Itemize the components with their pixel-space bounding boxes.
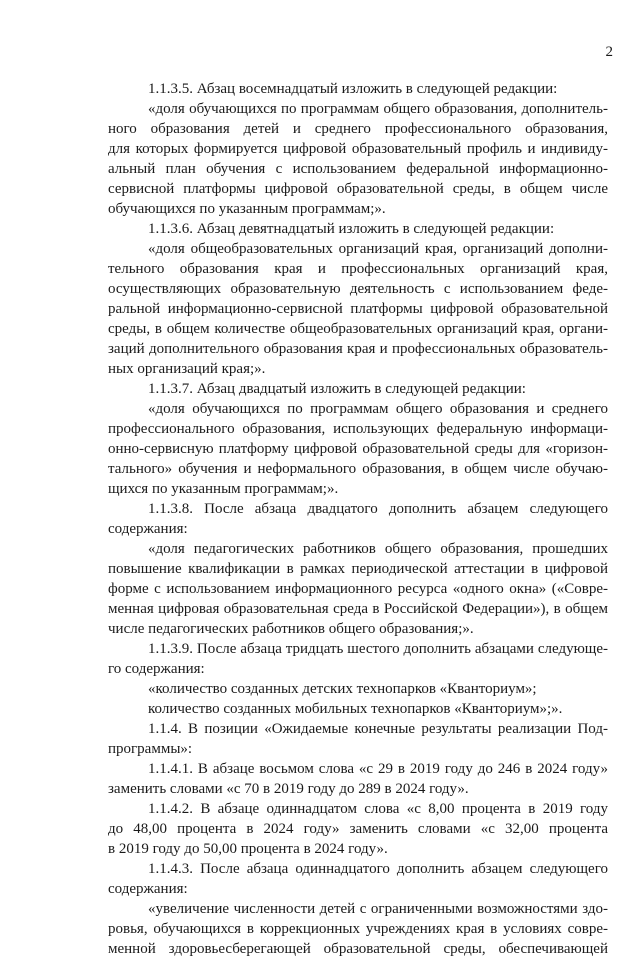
text-line: в 2019 году до 50,00 процента в 2024 году». (108, 841, 388, 857)
text-line: «доля общеобразовательных организаций края, организаций дополни- (148, 241, 608, 257)
text-line: 1.1.3.9. После абзаца тридцать шестого дополнить абзацами следующе- (148, 641, 608, 657)
text-line: 1.1.3.5. Абзац восемнадцатый изложить в следующей редакции: (148, 81, 558, 97)
text-line: «доля обучающихся по программам общего образования, дополнитель- (148, 101, 608, 117)
text-line: ного образования детей и среднего профессионального образования, (108, 121, 608, 137)
text-line: 1.1.3.7. Абзац двадцатый изложить в следующей редакции: (148, 381, 526, 397)
text-line: менная цифровая образовательная среда в Российской Федерации»), в общем (108, 601, 608, 617)
text-line: 1.1.3.8. После абзаца двадцатого дополнить абзацем следующего (148, 501, 608, 517)
text-line: ровья, обучающихся в коррекционных учреждениях края в условиях совре- (108, 921, 608, 937)
text-line: 1.1.4.3. После абзаца одиннадцатого дополнить абзацем следующего (148, 861, 608, 877)
text-line: «количество созданных детских технопарков «Кванториум»; (148, 681, 537, 697)
text-line: онно-сервисную платформу цифровой образовательной среды для «горизон- (108, 441, 608, 457)
text-line: количество созданных мобильных технопарков «Кванториум»;». (148, 701, 563, 717)
text-line: «доля педагогических работников общего образования, прошедших (148, 541, 608, 557)
text-line: содержания: (108, 881, 188, 897)
text-line: заций дополнительного образования края и профессиональных образователь- (108, 341, 608, 357)
text-line: форме с использованием информационного ресурса «одного окна» («Совре- (108, 581, 608, 597)
text-line: сервисной платформы цифровой образовательной среды, в общем числе (108, 181, 608, 197)
text-line: го содержания: (108, 661, 205, 677)
text-line: профессионального образования, использующих федеральную информаци- (108, 421, 608, 437)
text-line: повышение квалификации в рамках периодической аттестации в цифровой (108, 561, 608, 577)
text-line: обучающихся по указанным программам;». (108, 201, 386, 217)
text-line: осуществляющих образовательную деятельность с использованием феде- (108, 281, 608, 297)
text-line: щихся по указанным программам;». (108, 481, 339, 497)
text-line: менной здоровьесберегающей образовательной среды, обеспечивающей (108, 941, 608, 957)
text-line: альный план обучения с использованием федеральной информационно- (108, 161, 608, 177)
text-line: 1.1.3.6. Абзац девятнадцатый изложить в следующей редакции: (148, 221, 555, 237)
text-line: 1.1.4.1. В абзаце восьмом слова «с 29 в 2019 году до 246 в 2024 году» (148, 761, 608, 777)
text-line: заменить словами «с 70 в 2019 году до 289 в 2024 году». (108, 781, 469, 797)
text-line: числе педагогических работников общего образования;». (108, 621, 474, 637)
text-line: тельного образования края и профессиональных организаций края, (108, 261, 608, 277)
text-line: 1.1.4. В позиции «Ожидаемые конечные результаты реализации Под- (148, 721, 608, 737)
text-line: «увеличение численности детей с ограниченными возможностями здо- (148, 901, 608, 917)
text-line: до 48,00 процента в 2024 году» заменить словами «с 32,00 процента (108, 821, 608, 837)
text-line: среды, в общем количестве общеобразовательных организаций края, органи- (108, 321, 608, 337)
text-line: 1.1.4.2. В абзаце одиннадцатом слова «с 8,00 процента в 2019 году (148, 801, 608, 817)
page-number: 2 (605, 44, 613, 60)
text-line: тального» обучения и неформального образования, в общем числе обучаю- (108, 461, 608, 477)
text-line: ных организаций края;». (108, 361, 266, 377)
text-line: содержания: (108, 521, 188, 537)
text-line: для которых формируется цифровой образовательный профиль и индивиду- (108, 141, 608, 157)
text-line: программы»: (108, 741, 193, 757)
text-line: ральной информационно-сервисной платформы цифровой образовательной (108, 301, 608, 317)
text-line: «доля обучающихся по программам общего образования и среднего (148, 401, 608, 417)
